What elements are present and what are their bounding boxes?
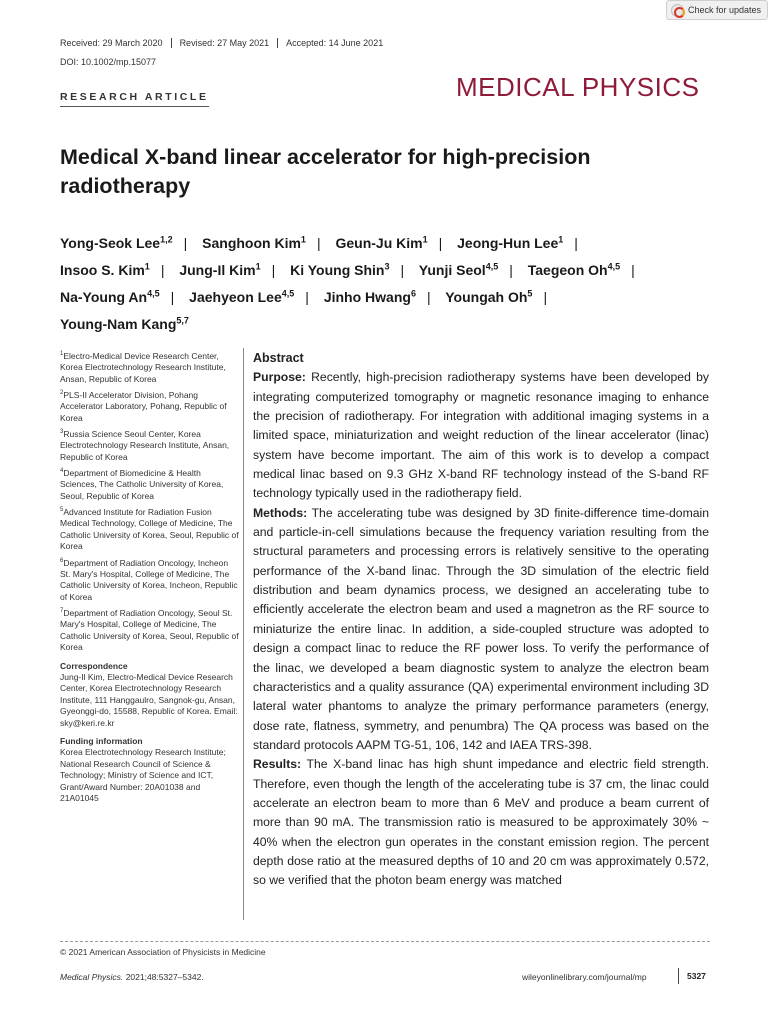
- author[interactable]: Jung-Il Kim$^1$: [179, 261, 261, 278]
- author[interactable]: Yunji Seol$^{4,5}$: [418, 261, 499, 278]
- author[interactable]: Insoo S. Kim$^1$: [60, 261, 150, 278]
- copyright: © 2021 American Association of Physicists in Medicine: [60, 947, 266, 957]
- funding-text: Korea Electrotechnology Research Institute; National Research Council of Science & Technology; Ministry of Science and ICT, Grant/Award Number: 20A01038 and 21A01045: [60, 747, 226, 804]
- author[interactable]: Jinho Hwang$^6$: [323, 288, 416, 305]
- accepted-date: Accepted: 14 June 2021: [286, 38, 384, 48]
- author[interactable]: Jaehyeon Lee$^{4,5}$: [189, 288, 295, 305]
- abstract-methods: Methods: The accelerating tube was designed by 3D finite-difference time-domain and particle-in-cell simulations because the frequency variation resulting from the structural parameters and processing errors is relatively sensitive to the operating performance of the X-band linac. Through the 3D simulation of the electric field distribution and beam dynamics process, we designed an accelerating tube to efficiently accelerate the electron beam and used a magnetron as the RF source to miniaturize the entire linac. In addition, a side-coupled structure was adopted to design a compact linac to reduce the RF power loss. To verify the performance of the linac, we developed a beam diagnostic system to analyze the electron beam characteristics and a quality assurance (QA) experimental environment including 3D lateral water phantoms to analyze the primary performance parameters (energy, dose rate, flatness, symmetry, and penumbra) The QA process was based on the standard protocols AAPM TG-51, 106, 142 and IAEA TRS-398.: [253, 505, 710, 752]
- author[interactable]: Sanghoon Kim$^1$: [202, 234, 306, 251]
- abstract: [253, 349, 709, 891]
- affiliation: $^1$Electro-Medical Device Research Center, Korea Electrotechnology Research Institute, Ansan, Republic of Korea: [60, 350, 226, 384]
- affiliation: $^6$Department of Radiation Oncology, Incheon St. Mary's Hospital, College of Medicine, The Catholic University of Korea, Incheon, Republic of Korea: [60, 557, 238, 602]
- author[interactable]: Taegeon Oh$^{4,5}$: [527, 261, 621, 278]
- author[interactable]: Yong-Seok Lee$^{1,2}$: [60, 234, 173, 251]
- journal-url[interactable]: wileyonlinelibrary.com/journal/mp: [522, 972, 647, 982]
- correspondence-text: Jung-Il Kim, Electro-Medical Device Research Center, Korea Electrotechnology Research Institute, 111 Hanggaulro, Sangnok-gu, Ansan, Gyeonggi-do, 15588, Republic of Korea. Email: sky@keri.re.kr: [60, 671, 238, 728]
- journal-name: MEDICAL PHYSICS: [456, 72, 700, 102]
- article-type: RESEARCH ARTICLE: [60, 91, 209, 107]
- author[interactable]: Na-Young An$^{4,5}$: [60, 288, 160, 305]
- author[interactable]: Young-Nam Kang$^{5,7}$: [60, 315, 189, 333]
- check-for-updates-label: Check for updates: [688, 5, 762, 15]
- affiliation: $^4$Department of Biomedicine & Health Sciences, The Catholic University of Korea, Seoul, Republic of Korea: [60, 467, 224, 501]
- author-list: Yong-Seok Lee$^{1,2}$ | Sanghoon Kim$^1$ | Geun-Ju Kim$^1$ | Jeong-Hun Lee$^1$ | Insoo S. Kim$^1$ | Jung-Il Kim$^1$ | Ki Young Shin$^3$ | Yunji Seol$^{4,5}$ | Taegeon Oh$^{4,5}$ | Na-Young An$^{4,5}$ | Jaehyeon Lee$^{4,5}$ | Jinho Hwang$^6$ | Youngah Oh$^5$ | Young-Nam Kang$^{5,7}$: [60, 234, 635, 333]
- abstract-results: Results: The X-band linac has high shunt impedance and electric field strength. Therefore, even though the length of the accelerating tube is 37 cm, the linac could accelerate an electron beam to more than 6 MeV and produce a beam current of more than 90 mA. The transmission ratio is measured to be approximately 30% ~ 40% when the electron gun operates in the constant emission region. The percent depth dose ratio at the measured depths of 10 and 20 cm was approximately 0.572, so we verified that the photon beam energy was matched: [253, 757, 710, 888]
- abstract-purpose: Purpose: Recently, high-precision radiotherapy systems have been developed by integrating computerized tomography or magnetic resonance imaging to enhance the precision of radiotherapy. For integration with additional imaging systems in a limited space, miniaturization and weight reduction of the linear accelerator (linac) system have become important. The aim of this work is to develop a compact medical linac based on 9.3 GHz X-band RF technology instead of the S-band RF technology typically used in the radiotherapy field.: [253, 370, 710, 501]
- affiliation: $^2$PLS-II Accelerator Division, Pohang Accelerator Laboratory, Pohang, Republic of Korea: [60, 389, 227, 423]
- revised-date: Revised: 27 May 2021: [180, 38, 279, 48]
- footer-divider: [60, 941, 710, 942]
- page-number: 5327: [678, 968, 706, 984]
- correspondence-heading: Correspondence: [60, 660, 128, 671]
- funding-heading: Funding information: [60, 735, 143, 746]
- author[interactable]: Youngah Oh$^5$: [445, 288, 533, 305]
- sidebar: [60, 349, 240, 804]
- affiliation: $^7$Department of Radiation Oncology, Seoul St. Mary's Hospital, College of Medicine, The Catholic University of Korea, Seoul, Republic of Korea: [60, 607, 239, 653]
- author[interactable]: Jeong-Hun Lee$^1$: [457, 234, 564, 251]
- abstract-heading: Abstract: [253, 351, 304, 365]
- affiliation: $^3$Russia Science Seoul Center, Korea Electrotechnology Research Institute, Ansan, Republic of Korea: [60, 428, 230, 462]
- crossmark-icon: [671, 4, 684, 17]
- column-divider: [243, 348, 244, 920]
- affiliation: $^5$Advanced Institute for Radiation Fusion Medical Technology, College of Medicine, The Catholic University of Korea, Seoul, Republic of Korea: [60, 507, 239, 552]
- check-for-updates-button[interactable]: [666, 0, 768, 20]
- article-title: Medical X-band linear accelerator for high-precision radiotherapy: [60, 145, 591, 198]
- received-date: Received: 29 March 2020: [60, 38, 172, 48]
- author[interactable]: Ki Young Shin$^3$: [290, 261, 390, 278]
- author[interactable]: Geun-Ju Kim$^1$: [335, 234, 428, 251]
- citation: Medical Physics. 2021;48:5327–5342.: [60, 972, 204, 982]
- doi[interactable]: DOI: 10.1002/mp.15077: [60, 57, 157, 67]
- article-dates: [60, 38, 399, 48]
